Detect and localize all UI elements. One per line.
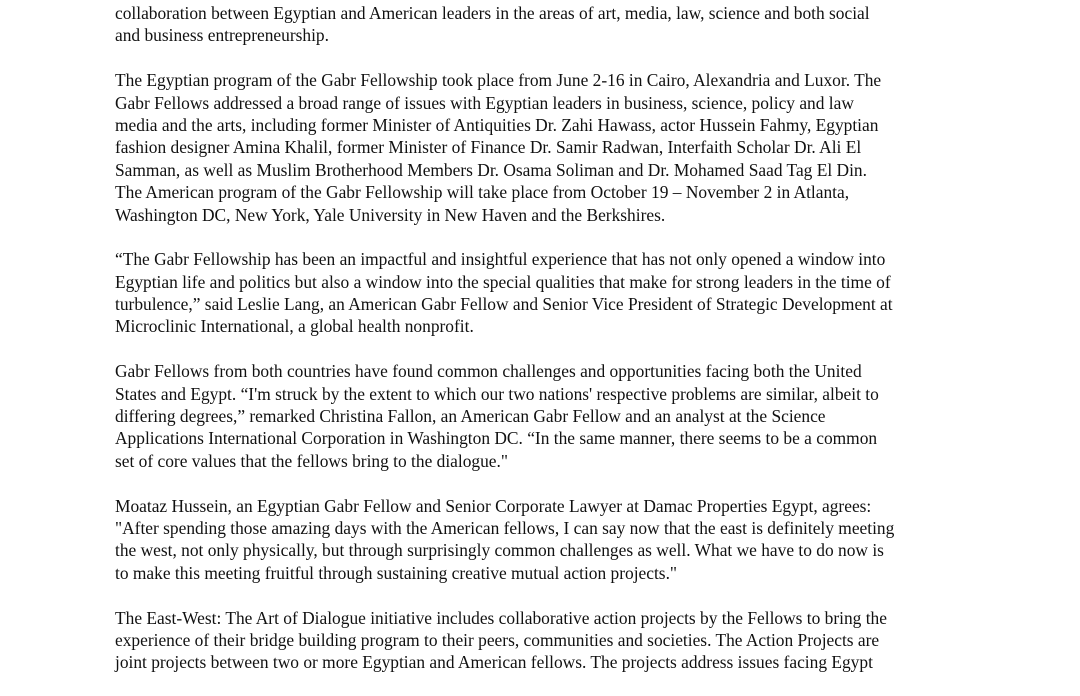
text-line: set of core values that the fellows bring to the dialogue." bbox=[115, 450, 508, 471]
text-line: Microclinic International, a global health nonprofit. bbox=[115, 316, 474, 337]
text-line: to make this meeting fruitful through sustaining creative mutual action projects." bbox=[115, 562, 678, 583]
text-line: collaboration between Egyptian and American leaders in the areas of art, media, law, science and both social bbox=[115, 3, 870, 23]
paragraph-leslie-lang-quote bbox=[115, 248, 995, 338]
text-line: Gabr Fellows from both countries have found common challenges and opportunities facing both the United bbox=[115, 361, 862, 382]
text-line: turbulence,” said Leslie Lang, an American Gabr Fellow and Senior Vice President of Strategic Development at bbox=[115, 294, 893, 315]
text-line: The American program of the Gabr Fellowship will take place from October 19 – November 2 in Atlanta, bbox=[115, 182, 850, 203]
text-line: "After spending those amazing days with the American fellows, I can say now that the east is definitely meeting bbox=[115, 517, 895, 538]
document-body bbox=[115, 2, 995, 696]
text-line: Samman, as well as Muslim Brotherhood Members Dr. Osama Soliman and Dr. Mohamed Saad Tag El Din. bbox=[115, 159, 867, 180]
text-line: States and Egypt. “I'm struck by the extent to which our two nations' respective problems are similar, albeit to bbox=[115, 383, 879, 404]
text-line: the west, not only physically, but through surprisingly common challenges as well. What we have to do now is bbox=[115, 540, 884, 561]
paragraph-action-projects bbox=[115, 607, 995, 674]
text-line: Gabr Fellows addressed a broad range of issues with Egyptian leaders in business, science, policy and law bbox=[115, 92, 854, 113]
text-line: and business entrepreneurship. bbox=[115, 25, 329, 46]
text-line: Washington DC, New York, Yale University in New Haven and the Berkshires. bbox=[115, 204, 666, 225]
text-line: media and the arts, including former Minister of Antiquities Dr. Zahi Hawass, actor Hussein Fahmy, Egyptian bbox=[115, 114, 879, 135]
text-line: Applications International Corporation in Washington DC. “In the same manner, there seems to be a common bbox=[115, 428, 878, 449]
text-line: Moataz Hussein, an Egyptian Gabr Fellow and Senior Corporate Lawyer at Damac Properties Egypt, agrees: bbox=[115, 495, 872, 516]
paragraph-program-intro bbox=[115, 2, 995, 47]
paragraph-egyptian-program bbox=[115, 69, 995, 226]
text-line: joint projects between two or more Egyptian and American fellows. The projects address issues facing Egypt bbox=[115, 652, 873, 673]
paragraph-moataz-hussein-quote bbox=[115, 495, 995, 585]
text-line: The Egyptian program of the Gabr Fellowship took place from June 2-16 in Cairo, Alexandria and Luxor. The bbox=[115, 70, 882, 91]
text-line: experience of their bridge building program to their peers, communities and societies. The Action Projects are bbox=[115, 629, 880, 650]
text-line: The East-West: The Art of Dialogue initiative includes collaborative action projects by the Fellows to bring the bbox=[115, 607, 887, 628]
paragraph-christina-fallon-quote bbox=[115, 360, 995, 472]
text-line: Egyptian life and politics but also a window into the special qualities that make for strong leaders in the time of bbox=[115, 271, 891, 292]
text-line: differing degrees,” remarked Christina Fallon, an American Gabr Fellow and an analyst at the Science bbox=[115, 406, 826, 427]
text-line: fashion designer Amina Khalil, former Minister of Finance Dr. Samir Radwan, Interfaith Scholar Dr. Ali El bbox=[115, 137, 862, 158]
text-line: “The Gabr Fellowship has been an impactful and insightful experience that has not only opened a window into bbox=[115, 249, 886, 270]
